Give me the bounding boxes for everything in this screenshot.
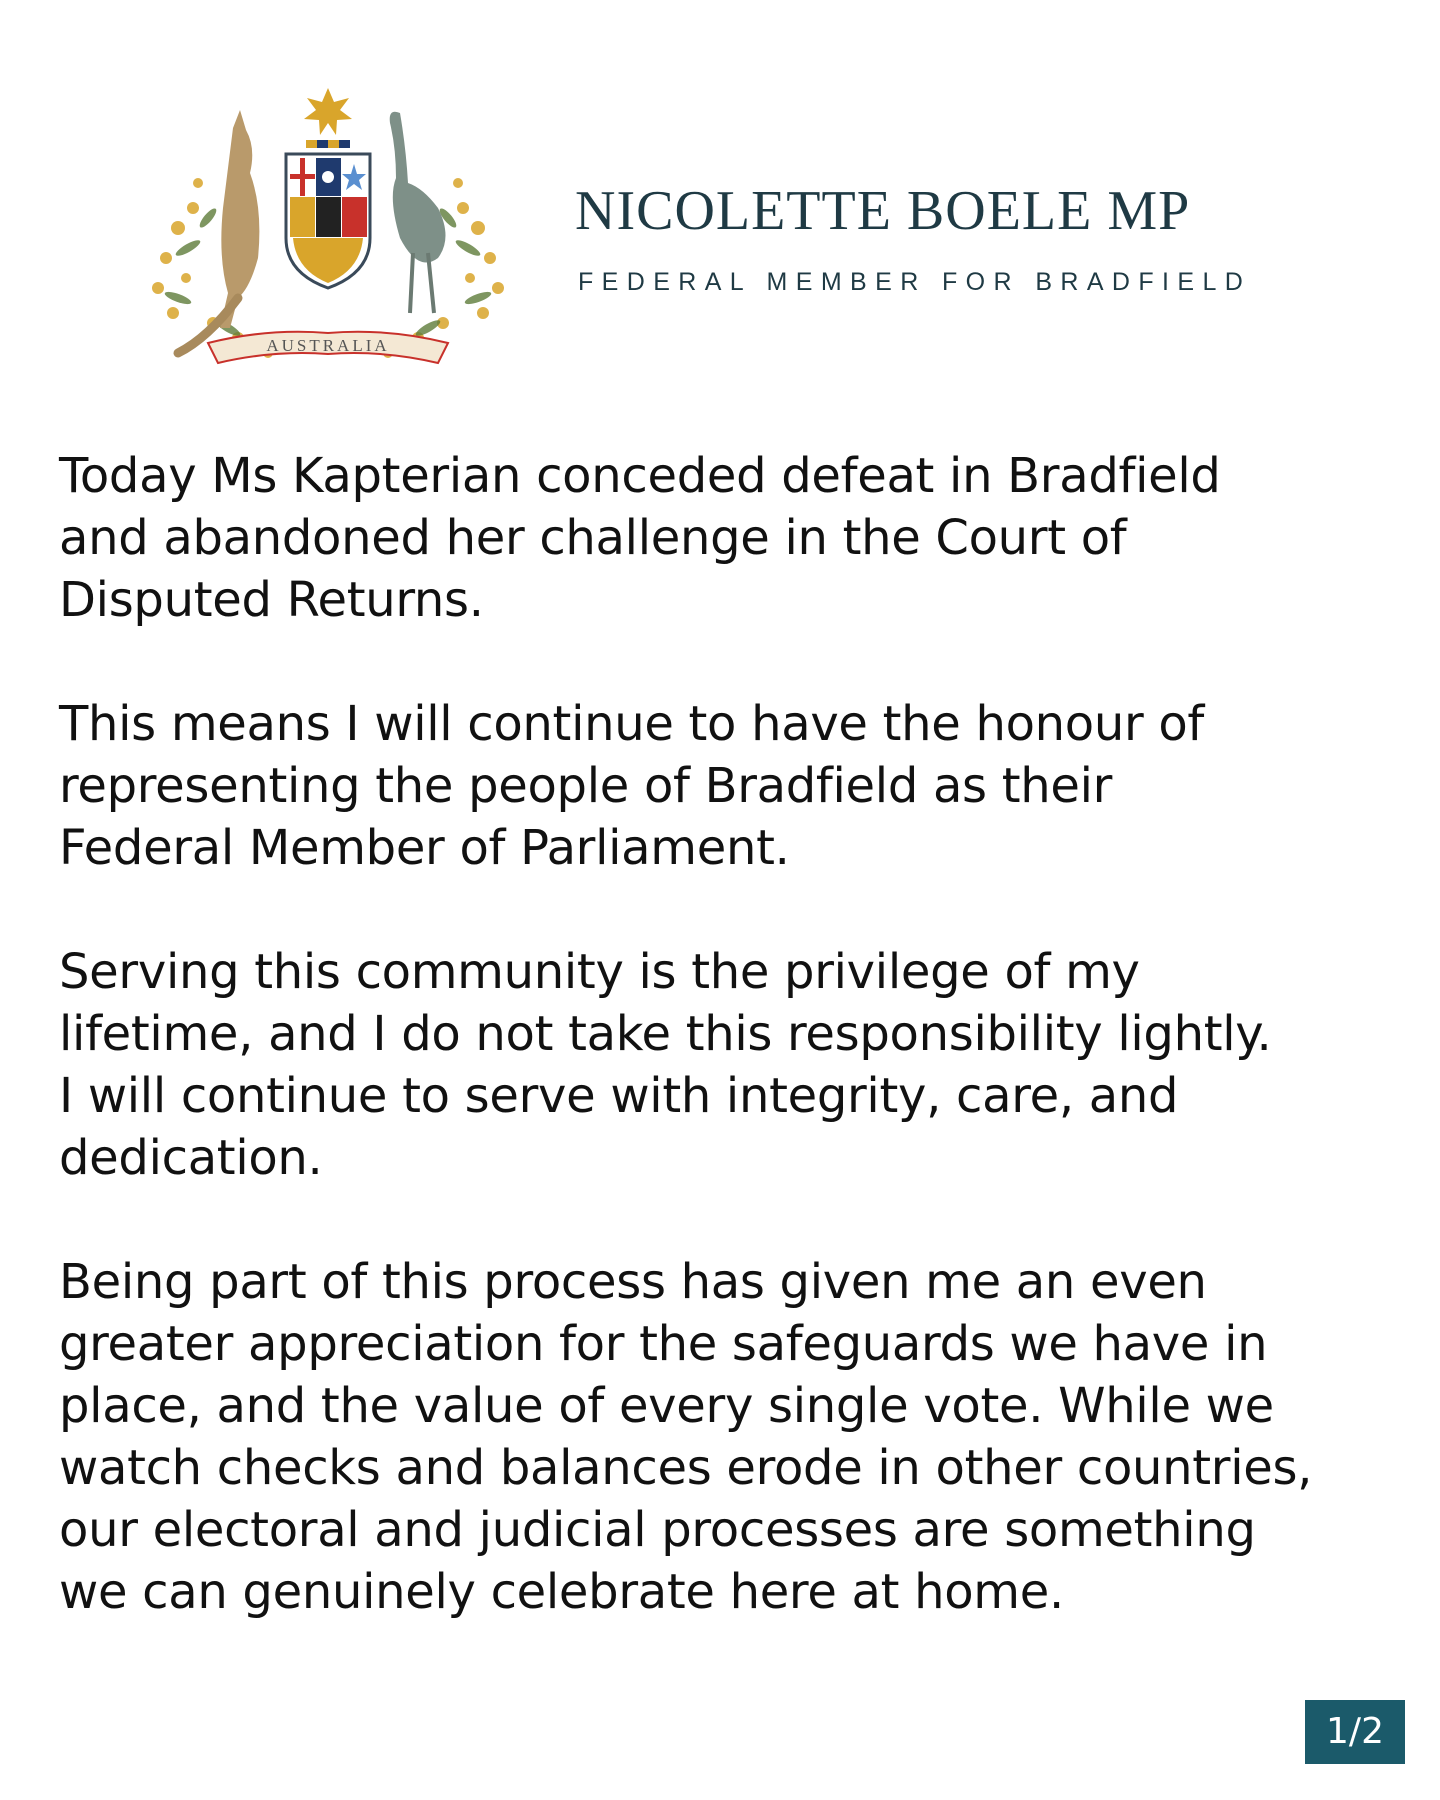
page-indicator-badge: 1/2 [1305,1700,1405,1764]
statement-line: Federal Member of Parliament. [59,820,790,876]
statement-paragraph [59,445,1389,631]
statement-paragraph [59,693,1389,879]
statement-line: Disputed Returns. [59,572,484,628]
statement-line: Today Ms Kapterian conceded defeat in Bradfield [59,448,1221,504]
statement-paragraph [59,941,1389,1189]
statement-line: and abandoned her challenge in the Court of [59,510,1127,566]
crest-motto: AUSTRALIA [266,336,390,355]
member-title: FEDERAL MEMBER FOR BRADFIELD [578,268,1252,296]
statement-line: lifetime, and I do not take this responsibility lightly. [59,1006,1272,1062]
statement-line: place, and the value of every single vote. While we [59,1378,1274,1434]
coat-of-arms-icon [138,88,518,378]
statement-line: representing the people of Bradfield as their [59,758,1113,814]
statement-line: Being part of this process has given me an even [59,1254,1207,1310]
member-name: NICOLETTE BOELE MP [575,180,1191,242]
statement-line: watch checks and balances erode in other countries, [59,1440,1313,1496]
letterhead [0,0,1440,400]
statement-line: greater appreciation for the safeguards we have in [59,1316,1268,1372]
statement-line: This means I will continue to have the honour of [59,696,1205,752]
statement-line: our electoral and judicial processes are something [59,1502,1256,1558]
statement-line: dedication. [59,1130,323,1186]
statement-line: I will continue to serve with integrity, care, and [59,1068,1179,1124]
statement-body [59,445,1389,1623]
statement-paragraph [59,1251,1389,1623]
statement-line: we can genuinely celebrate here at home. [59,1564,1064,1620]
statement-line: Serving this community is the privilege of my [59,944,1140,1000]
